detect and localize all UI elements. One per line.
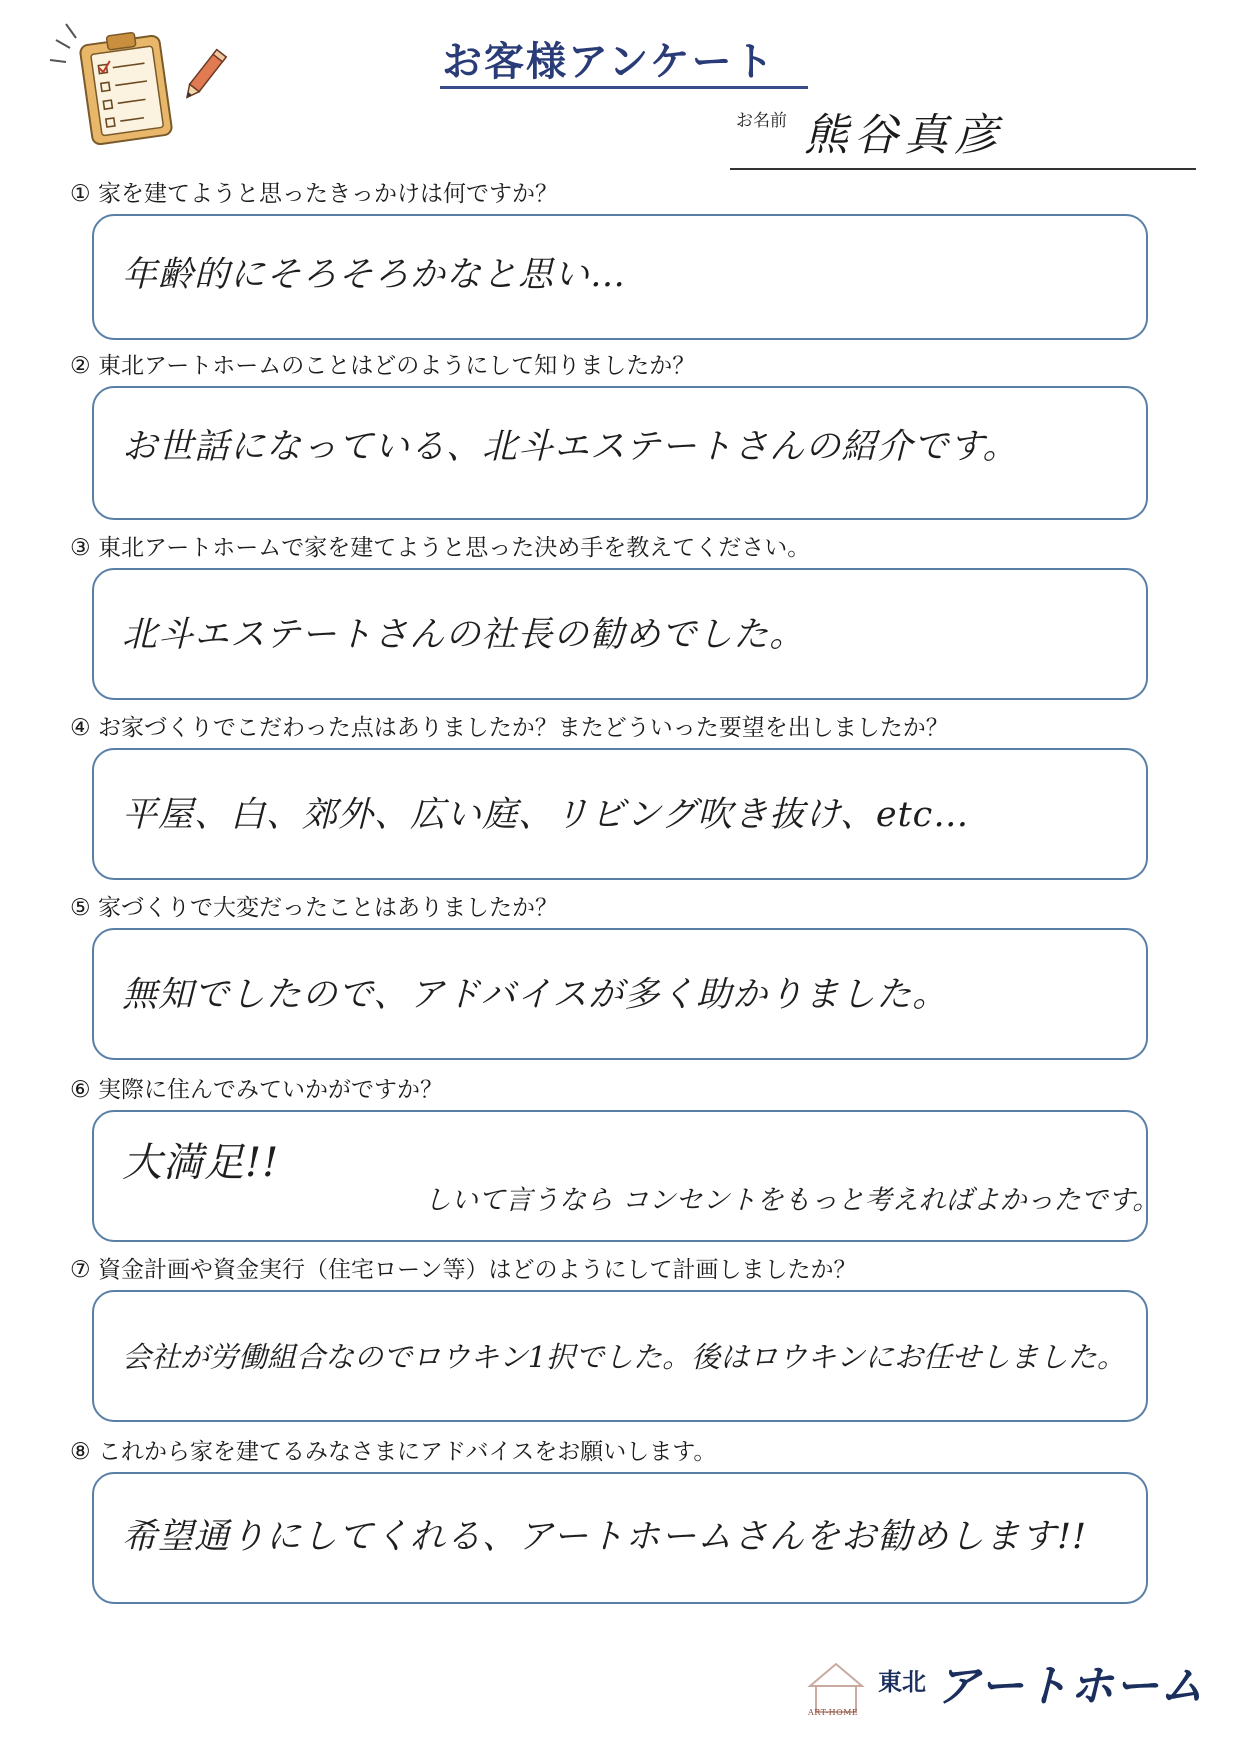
answer-box-6 (92, 1110, 1160, 1242)
company-logo (800, 1650, 1205, 1730)
answer-text: 年齢的にそろそろかなと思い… (122, 255, 627, 295)
name-value: 熊谷真彦 (804, 110, 1004, 161)
answer-box-2 (92, 386, 1148, 520)
question-3 (70, 534, 810, 562)
answer-text: 北斗エステートさんの社長の勧めでした。 (122, 615, 806, 655)
question-number: ⑦ (70, 1257, 91, 1283)
name-underline (730, 168, 1196, 170)
question-text: これから家を建てるみなさまにアドバイスをお願いします。 (97, 1439, 717, 1465)
logo-main-text: アートホーム (936, 1661, 1205, 1712)
question-2 (70, 352, 695, 380)
answer-text: 会社が労働組合なのでロウキン1択でした。後はロウキンにお任せしました。 (122, 1340, 1126, 1374)
question-text: 資金計画や資金実行（住宅ローン等）はどのようにして計画しましたか？ (97, 1257, 857, 1283)
question-number: ⑧ (70, 1439, 91, 1465)
answer-text: 大満足!! (122, 1140, 280, 1186)
question-1 (70, 180, 558, 208)
question-6 (70, 1076, 443, 1104)
question-number: ③ (70, 535, 91, 561)
answer-box-8 (92, 1472, 1148, 1604)
answer-box-7 (92, 1290, 1148, 1422)
page-title: お客様アンケート (442, 39, 776, 85)
question-number: ① (70, 181, 91, 207)
answer-box-3 (92, 568, 1148, 700)
question-text: 東北アートホームのことはどのようにして知りましたか？ (97, 353, 696, 379)
logo-small-text: ART-HOME (808, 1708, 859, 1717)
answer-box-4 (92, 748, 1148, 880)
title-underline (440, 86, 808, 89)
question-text: お家づくりでこだわった点はありましたか？またどういった要望を出しましたか？ (97, 715, 949, 741)
answer-text: お世話になっている、北斗エステートさんの紹介です。 (122, 427, 1019, 467)
answer-text: 無知でしたので、アドバイスが多く助かりました。 (122, 975, 949, 1015)
answer-text: 平屋、白、郊外、広い庭、リビング吹き抜け、etc… (122, 795, 970, 835)
question-8 (70, 1438, 716, 1466)
answer-text-extra: しいて言うなら コンセントをもっと考えればよかったです。 (424, 1185, 1160, 1216)
question-4 (70, 714, 949, 742)
logo-tohoku-text: 東北 (878, 1667, 926, 1696)
question-number: ④ (70, 715, 91, 741)
question-text: 実際に住んでみていかがですか？ (97, 1077, 443, 1103)
question-number: ⑤ (70, 895, 91, 921)
name-label: お名前 (736, 111, 787, 131)
question-number: ⑥ (70, 1077, 91, 1103)
question-7 (70, 1256, 856, 1284)
answer-box-1 (92, 214, 1148, 340)
pencil-icon (180, 46, 230, 106)
question-text: 家を建てようと思ったきっかけは何ですか？ (97, 181, 558, 207)
question-text: 東北アートホームで家を建てようと思った決め手を教えてください。 (97, 535, 811, 561)
question-5 (70, 894, 558, 922)
question-text: 家づくりで大変だったことはありましたか？ (97, 895, 558, 921)
answer-text: 希望通りにしてくれる、アートホームさんをお勧めします!! (122, 1517, 1088, 1557)
question-number: ② (70, 353, 91, 379)
answer-box-5 (92, 928, 1148, 1060)
